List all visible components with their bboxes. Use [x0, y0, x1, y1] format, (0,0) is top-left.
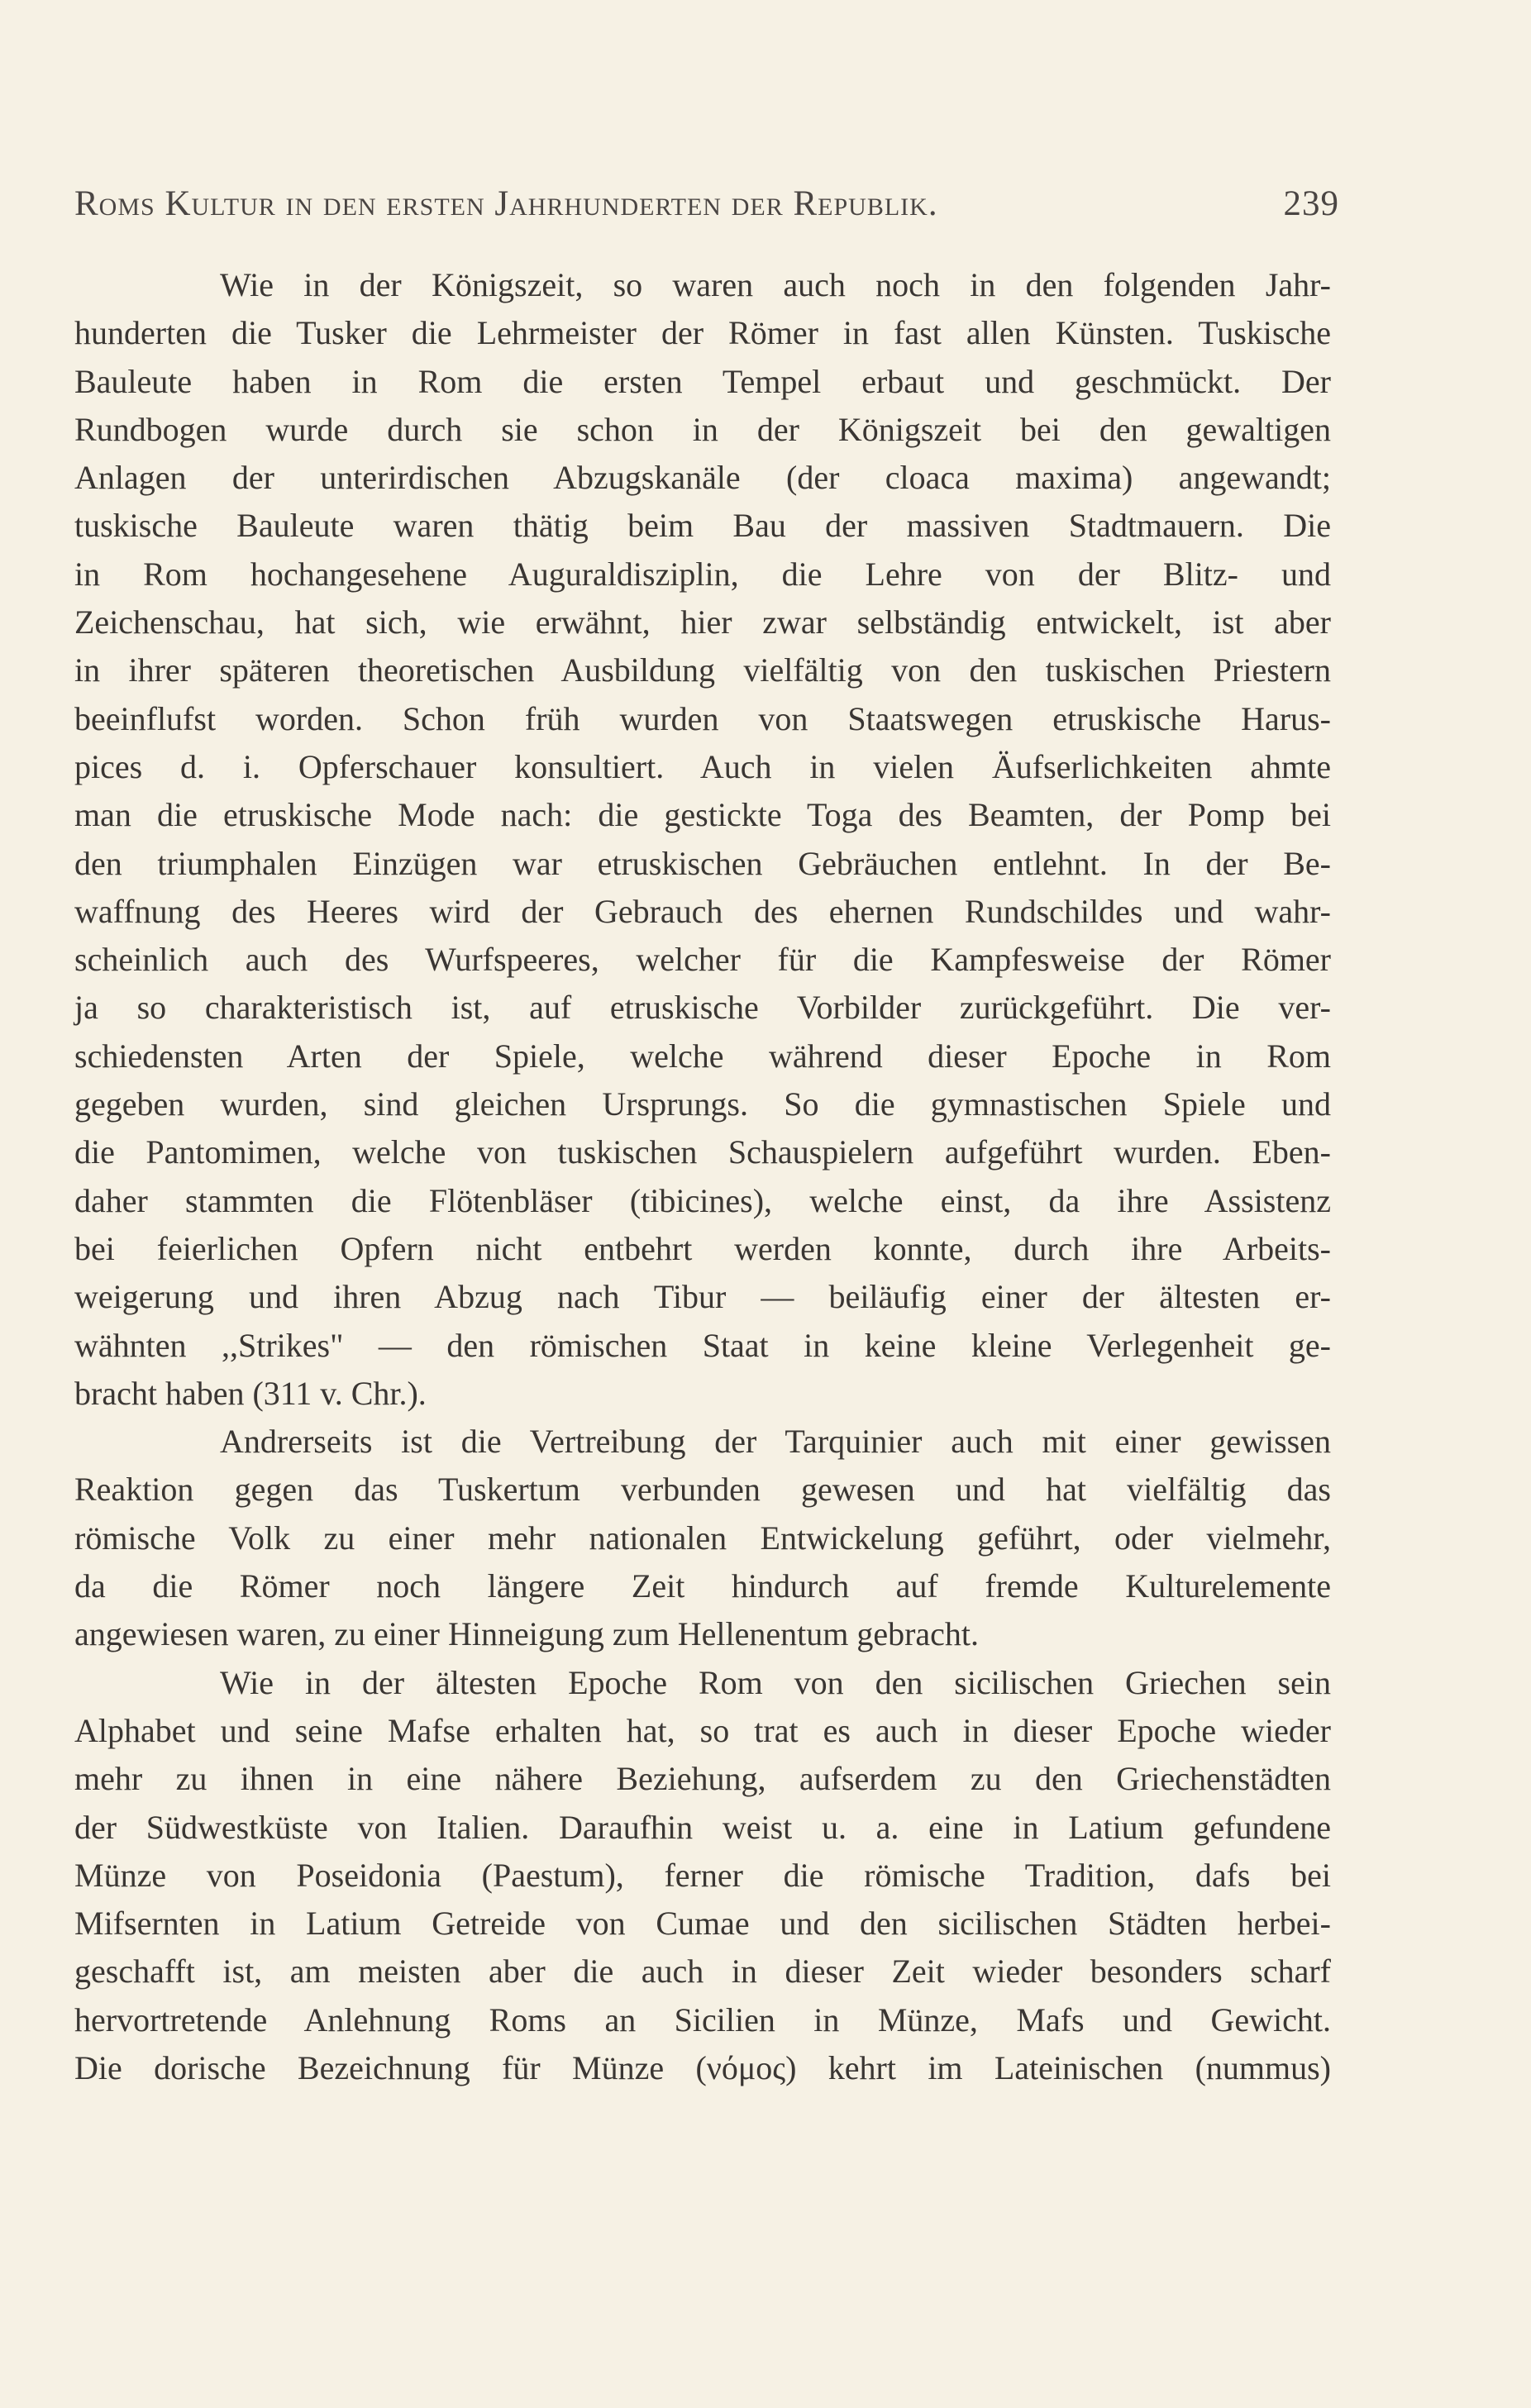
text-line: in Rom hochangesehene Auguraldisziplin, die Lehre von der Blitz- und [74, 555, 1331, 593]
text-line: pices d. i. Opferschauer konsultiert. Auch in vielen Äufserlichkeiten ahmte [74, 747, 1331, 785]
text-line: Alphabet und seine Mafse erhalten hat, so trat es auch in dieser Epoche wieder [74, 1711, 1331, 1749]
paragraph [74, 261, 1331, 1418]
text-line: bei feierlichen Opfern nicht entbehrt werden konnte, durch ihre Arbeits- [74, 1229, 1331, 1267]
text-line: Münze von Poseidonia (Paestum), ferner die römische Tradition, dafs bei [74, 1856, 1331, 1894]
text-line: römische Volk zu einer mehr nationalen Entwickelung geführt, oder vielmehr, [74, 1519, 1331, 1557]
text-line: scheinlich auch des Wurfspeeres, welcher für die Kampfesweise der Römer [74, 941, 1331, 979]
text-line: schiedensten Arten der Spiele, welche während dieser Epoche in Rom [74, 1037, 1331, 1075]
text-line: Rundbogen wurde durch sie schon in der Königszeit bei den gewaltigen [74, 410, 1331, 448]
text-line: man die etruskische Mode nach: die gestickte Toga des Beamten, der Pomp bei [74, 796, 1331, 834]
paragraph [74, 1418, 1331, 1658]
text-line: Wie in der ältesten Epoche Rom von den sicilischen Griechen sein [220, 1663, 1331, 1701]
text-line: hervortretende Anlehnung Roms an Sicilien in Münze, Mafs und Gewicht. [74, 2000, 1331, 2038]
text-line: Zeichenschau, hat sich, wie erwähnt, hier zwar selbständig entwickelt, ist aber [74, 603, 1331, 641]
text-line: tuskische Bauleute waren thätig beim Bau der massiven Stadtmauern. Die [74, 507, 1331, 545]
running-head-title: Roms Kultur in den ersten Jahrhunderten der Republik. [74, 184, 938, 223]
text-line: Mifsernten in Latium Getreide von Cumae und den sicilischen Städten herbei- [74, 1905, 1331, 1943]
text-line: Die dorische Bezeichnung für Münze (νόμος) kehrt im Lateinischen (nummus) [74, 2048, 1331, 2086]
body-text [74, 261, 1331, 2092]
text-line: Anlagen der unterirdischen Abzugskanäle (der cloaca maxima) angewandt; [74, 459, 1331, 497]
text-line: weigerung und ihren Abzug nach Tibur — beiläufig einer der ältesten er- [74, 1278, 1331, 1316]
text-line: in ihrer späteren theoretischen Ausbildung vielfältig von den tuskischen Priestern [74, 651, 1331, 689]
text-line: den triumphalen Einzügen war etruskischen Gebräuchen entlehnt. In der Be- [74, 844, 1331, 882]
text-line: da die Römer noch längere Zeit hindurch auf fremde Kulturelemente [74, 1567, 1331, 1605]
paragraph [74, 1659, 1331, 2093]
text-line: beeinflufst worden. Schon früh wurden von Staatswegen etruskische Harus- [74, 699, 1331, 737]
text-line: angewiesen waren, zu einer Hinneigung zum Hellenentum gebracht. [74, 1615, 980, 1653]
text-line: Wie in der Königszeit, so waren auch noch in den folgenden Jahr- [220, 266, 1331, 303]
text-line: gegeben wurden, sind gleichen Ursprungs. So die gymnastischen Spiele und [74, 1085, 1331, 1123]
text-line: daher stammten die Flötenbläser (tibicines), welche einst, da ihre Assistenz [74, 1181, 1331, 1219]
text-line: mehr zu ihnen in eine nähere Beziehung, aufserdem zu den Griechenstädten [74, 1760, 1331, 1798]
running-header [74, 184, 1339, 235]
page-number: 239 [1283, 184, 1339, 223]
text-line: Reaktion gegen das Tuskertum verbunden gewesen und hat vielfältig das [74, 1471, 1331, 1509]
text-line: ja so charakteristisch ist, auf etruskische Vorbilder zurückgeführt. Die ver- [74, 989, 1331, 1027]
text-line: Bauleute haben in Rom die ersten Tempel erbaut und geschmückt. Der [74, 362, 1331, 400]
text-line: geschafft ist, am meisten aber die auch in dieser Zeit wieder besonders scharf [74, 1953, 1331, 1991]
text-line: wähnten ,,Strikes" — den römischen Staat in keine kleine Verlegenheit ge- [74, 1326, 1331, 1364]
text-line: bracht haben (311 v. Chr.). [74, 1374, 427, 1412]
text-line: die Pantomimen, welche von tuskischen Schauspielern aufgeführt wurden. Eben- [74, 1133, 1331, 1171]
text-line: Andrerseits ist die Vertreibung der Tarquinier auch mit einer gewissen [220, 1423, 1331, 1461]
text-line: waffnung des Heeres wird der Gebrauch des ehernen Rundschildes und wahr- [74, 892, 1331, 930]
text-line: hunderten die Tusker die Lehrmeister der Römer in fast allen Künsten. Tuskische [74, 314, 1331, 352]
text-line: der Südwestküste von Italien. Daraufhin weist u. a. eine in Latium gefundene [74, 1808, 1331, 1846]
